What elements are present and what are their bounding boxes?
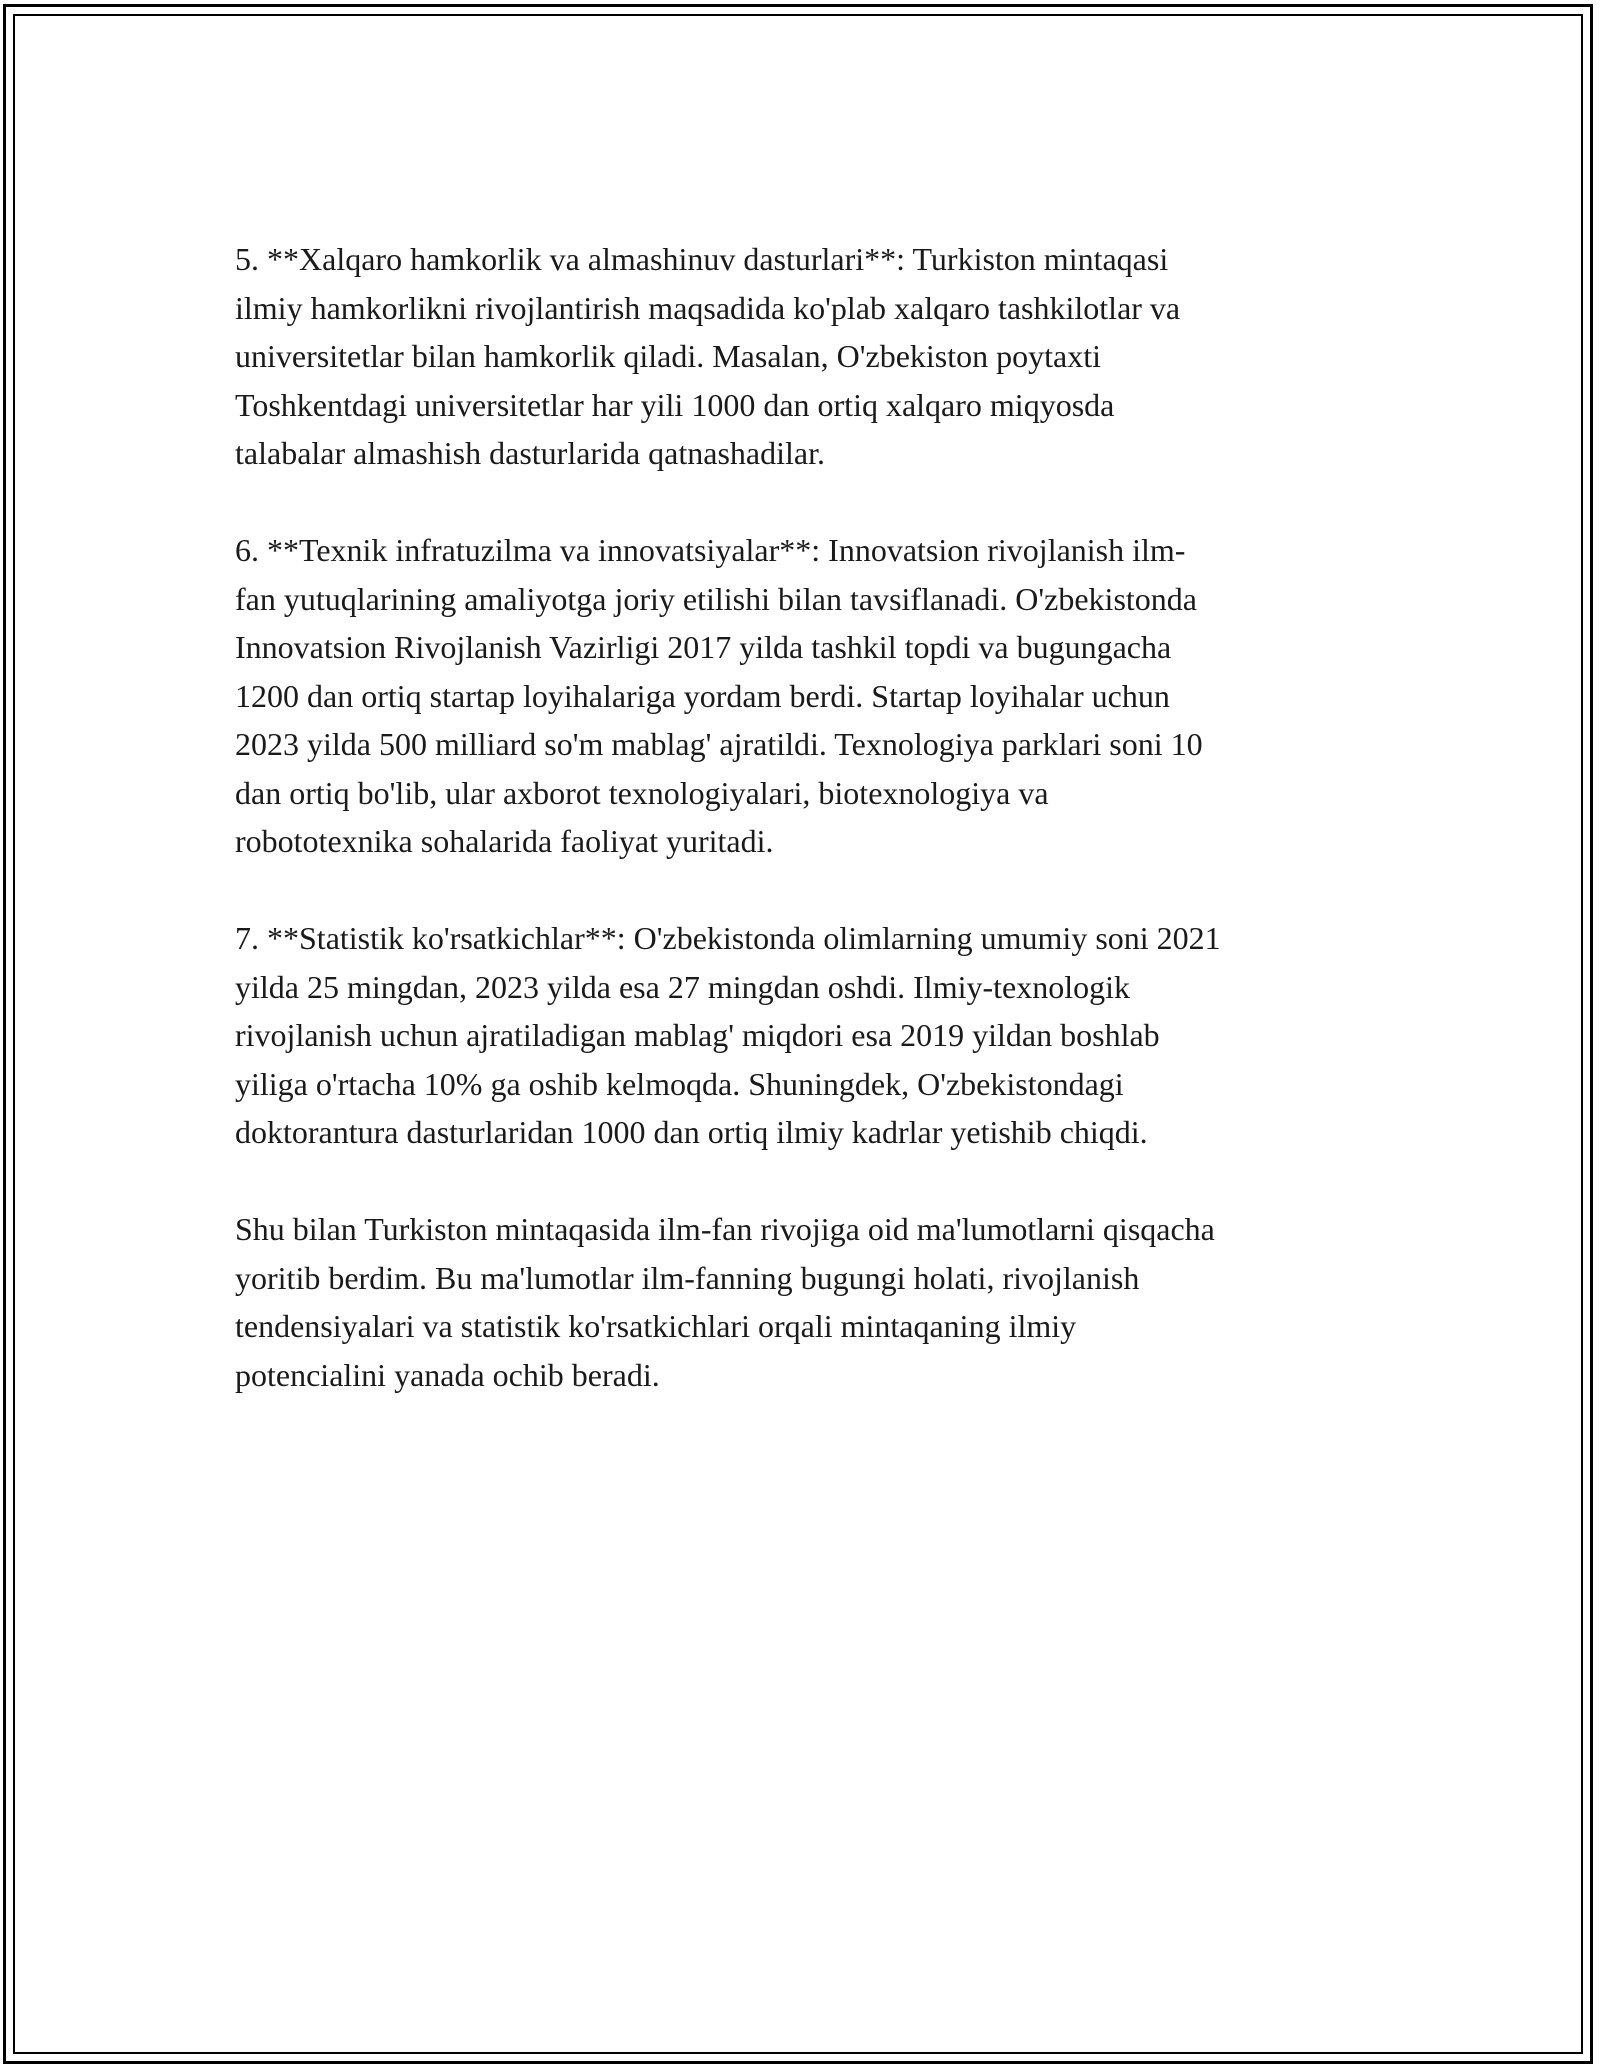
- paragraph-6-technical-infrastructure: [235, 526, 1385, 866]
- text-line: 2023 yilda 500 milliard so'm mablag' ajratildi. Texnologiya parklari soni 10: [235, 726, 1203, 762]
- paragraph-conclusion: [235, 1205, 1385, 1399]
- text-line: Toshkentdagi universitetlar har yili 1000 dan ortiq xalqaro miqyosda: [235, 386, 1115, 423]
- text-line: ilmiy hamkorlikni rivojlantirish maqsadida ko'plab xalqaro tashkilotlar va: [235, 289, 1181, 326]
- text-line: yoritib berdim. Bu ma'lumotlar ilm-fanning bugungi holati, rivojlanish: [235, 1259, 1140, 1296]
- text-line: yiliga o'rtacha 10% ga oshib kelmoqda. Shuningdek, O'zbekistondagi: [235, 1065, 1124, 1102]
- text-line: Shu bilan Turkiston mintaqasida ilm-fan rivojiga oid ma'lumotlarni qisqacha: [235, 1211, 1215, 1247]
- document-body: [235, 235, 1385, 1448]
- text-line: 5. **Xalqaro hamkorlik va almashinuv dasturlari**: Turkiston mintaqasi: [235, 241, 1169, 277]
- text-line: rivojlanish uchun ajratiladigan mablag' miqdori esa 2019 yildan boshlab: [235, 1017, 1160, 1053]
- text-line: robototexnika sohalarida faoliyat yuritadi.: [235, 823, 774, 859]
- paragraph-5-international-cooperation: [235, 235, 1385, 478]
- text-line: 7. **Statistik ko'rsatkichlar**: O'zbekistonda olimlarning umumiy soni 2021: [235, 920, 1221, 956]
- text-line: universitetlar bilan hamkorlik qiladi. Masalan, O'zbekiston poytaxti: [235, 338, 1102, 374]
- text-line: yilda 25 mingdan, 2023 yilda esa 27 mingdan oshdi. Ilmiy-texnologik: [235, 968, 1130, 1005]
- text-line: 1200 dan ortiq startap loyihalariga yordam berdi. Startap loyihalar uchun: [235, 677, 1170, 714]
- text-line: 6. **Texnik infratuzilma va innovatsiyalar**: Innovatsion rivojlanish ilm-: [235, 532, 1186, 568]
- paragraph-7-statistical-indicators: [235, 914, 1385, 1157]
- text-line: Innovatsion Rivojlanish Vazirligi 2017 yilda tashkil topdi va bugungacha: [235, 629, 1172, 665]
- text-line: fan yutuqlarining amaliyotga joriy etilishi bilan tavsiflanadi. O'zbekistonda: [235, 580, 1197, 617]
- text-line: tendensiyalari va statistik ko'rsatkichlari orqali mintaqaning ilmiy: [235, 1308, 1077, 1344]
- text-line: dan ortiq bo'lib, ular axborot texnologiyalari, biotexnologiya va: [235, 774, 1049, 811]
- text-line: talabalar almashish dasturlarida qatnashadilar.: [235, 435, 825, 471]
- text-line: doktorantura dasturlaridan 1000 dan ortiq ilmiy kadrlar yetishib chiqdi.: [235, 1114, 1148, 1150]
- text-line: potencialini yanada ochib beradi.: [235, 1356, 660, 1393]
